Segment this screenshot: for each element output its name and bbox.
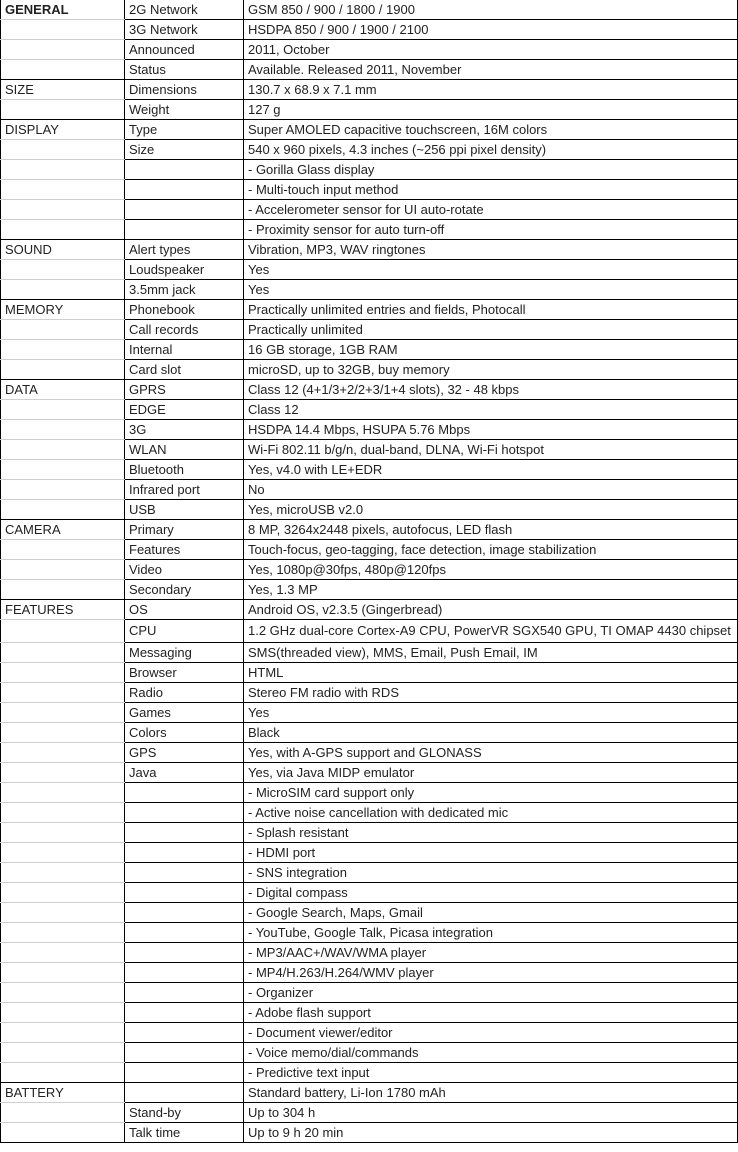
spec-row	[1, 1103, 738, 1123]
spec-row	[1, 843, 738, 863]
spec-row	[1, 300, 738, 320]
category-cell-empty	[1, 1123, 125, 1143]
spec-value: - MP4/H.263/H.264/WMV player	[244, 963, 738, 983]
spec-row	[1, 963, 738, 983]
spec-value: Yes	[244, 260, 738, 280]
spec-value: - YouTube, Google Talk, Picasa integration	[244, 923, 738, 943]
spec-row	[1, 1083, 738, 1103]
spec-label	[125, 783, 244, 803]
category-cell-empty	[1, 60, 125, 80]
spec-label: Secondary	[125, 580, 244, 600]
spec-label: Video	[125, 560, 244, 580]
spec-row	[1, 280, 738, 300]
spec-value: Stereo FM radio with RDS	[244, 683, 738, 703]
spec-row	[1, 1123, 738, 1143]
spec-row	[1, 220, 738, 240]
spec-value: - Adobe flash support	[244, 1003, 738, 1023]
spec-row	[1, 440, 738, 460]
spec-row	[1, 823, 738, 843]
spec-value: Yes, with A-GPS support and GLONASS	[244, 743, 738, 763]
category-cell-empty	[1, 420, 125, 440]
category-label: SIZE	[1, 80, 125, 100]
spec-label: CPU	[125, 620, 244, 643]
spec-value: - SNS integration	[244, 863, 738, 883]
spec-value: Yes, 1.3 MP	[244, 580, 738, 600]
spec-label	[125, 160, 244, 180]
spec-label: WLAN	[125, 440, 244, 460]
spec-label: GPRS	[125, 380, 244, 400]
spec-value: 1.2 GHz dual-core Cortex-A9 CPU, PowerVR SGX540 GPU, TI OMAP 4430 chipset	[244, 620, 738, 643]
spec-value: - MicroSIM card support only	[244, 783, 738, 803]
spec-row	[1, 783, 738, 803]
spec-row	[1, 803, 738, 823]
spec-row	[1, 120, 738, 140]
spec-value: Yes	[244, 703, 738, 723]
spec-label: 2G Network	[125, 0, 244, 20]
spec-label: 3G Network	[125, 20, 244, 40]
spec-value: GSM 850 / 900 / 1800 / 1900	[244, 0, 738, 20]
spec-row	[1, 500, 738, 520]
spec-label: Infrared port	[125, 480, 244, 500]
spec-row	[1, 320, 738, 340]
spec-value: microSD, up to 32GB, buy memory	[244, 360, 738, 380]
spec-label: Bluetooth	[125, 460, 244, 480]
spec-label	[125, 1043, 244, 1063]
spec-value: Yes, microUSB v2.0	[244, 500, 738, 520]
spec-label: Internal	[125, 340, 244, 360]
spec-label: Call records	[125, 320, 244, 340]
spec-row	[1, 560, 738, 580]
category-cell-empty	[1, 480, 125, 500]
category-cell-empty	[1, 1023, 125, 1043]
category-cell-empty	[1, 20, 125, 40]
category-cell-empty	[1, 743, 125, 763]
category-cell-empty	[1, 340, 125, 360]
spec-value: HSDPA 850 / 900 / 1900 / 2100	[244, 20, 738, 40]
spec-value: HTML	[244, 663, 738, 683]
spec-table-body	[1, 0, 738, 1143]
spec-value: - Voice memo/dial/commands	[244, 1043, 738, 1063]
category-label: FEATURES	[1, 600, 125, 620]
spec-row	[1, 943, 738, 963]
spec-row	[1, 0, 738, 20]
spec-label	[125, 200, 244, 220]
spec-row	[1, 160, 738, 180]
category-cell-empty	[1, 1003, 125, 1023]
spec-label: Radio	[125, 683, 244, 703]
spec-row	[1, 460, 738, 480]
category-cell-empty	[1, 1103, 125, 1123]
category-cell-empty	[1, 683, 125, 703]
category-cell-empty	[1, 400, 125, 420]
spec-label	[125, 823, 244, 843]
category-cell-empty	[1, 620, 125, 643]
category-cell-empty	[1, 643, 125, 663]
spec-label	[125, 983, 244, 1003]
spec-row	[1, 1003, 738, 1023]
spec-label: Announced	[125, 40, 244, 60]
category-cell-empty	[1, 943, 125, 963]
spec-value: Yes, v4.0 with LE+EDR	[244, 460, 738, 480]
category-cell-empty	[1, 983, 125, 1003]
spec-value: - Organizer	[244, 983, 738, 1003]
spec-row	[1, 360, 738, 380]
category-cell-empty	[1, 1043, 125, 1063]
spec-label	[125, 963, 244, 983]
category-cell-empty	[1, 40, 125, 60]
spec-row	[1, 983, 738, 1003]
spec-value: Super AMOLED capacitive touchscreen, 16M colors	[244, 120, 738, 140]
spec-label: Talk time	[125, 1123, 244, 1143]
spec-label: Card slot	[125, 360, 244, 380]
spec-value: Class 12 (4+1/3+2/2+3/1+4 slots), 32 - 48 kbps	[244, 380, 738, 400]
spec-value: - Active noise cancellation with dedicated mic	[244, 803, 738, 823]
category-cell-empty	[1, 963, 125, 983]
spec-label: USB	[125, 500, 244, 520]
spec-label: Stand-by	[125, 1103, 244, 1123]
spec-value: - Google Search, Maps, Gmail	[244, 903, 738, 923]
spec-label: Browser	[125, 663, 244, 683]
category-label: BATTERY	[1, 1083, 125, 1103]
spec-row	[1, 620, 738, 643]
category-cell-empty	[1, 320, 125, 340]
spec-label: EDGE	[125, 400, 244, 420]
spec-value: - Accelerometer sensor for UI auto-rotate	[244, 200, 738, 220]
spec-value: No	[244, 480, 738, 500]
spec-row	[1, 903, 738, 923]
category-cell-empty	[1, 1063, 125, 1083]
spec-label: Colors	[125, 723, 244, 743]
category-cell-empty	[1, 500, 125, 520]
spec-value: 16 GB storage, 1GB RAM	[244, 340, 738, 360]
spec-label: Messaging	[125, 643, 244, 663]
category-cell-empty	[1, 200, 125, 220]
spec-label	[125, 903, 244, 923]
category-cell-empty	[1, 160, 125, 180]
spec-value: Practically unlimited	[244, 320, 738, 340]
spec-value: Class 12	[244, 400, 738, 420]
spec-row	[1, 540, 738, 560]
spec-label	[125, 1023, 244, 1043]
spec-row	[1, 723, 738, 743]
spec-label: GPS	[125, 743, 244, 763]
spec-row	[1, 100, 738, 120]
spec-label: 3G	[125, 420, 244, 440]
spec-value: 540 x 960 pixels, 4.3 inches (~256 ppi pixel density)	[244, 140, 738, 160]
spec-label: Primary	[125, 520, 244, 540]
spec-row	[1, 480, 738, 500]
spec-row	[1, 380, 738, 400]
category-label: CAMERA	[1, 520, 125, 540]
spec-label	[125, 803, 244, 823]
spec-row	[1, 1023, 738, 1043]
spec-row	[1, 180, 738, 200]
spec-label: OS	[125, 600, 244, 620]
spec-row	[1, 743, 738, 763]
category-cell-empty	[1, 460, 125, 480]
spec-label	[125, 220, 244, 240]
category-cell-empty	[1, 703, 125, 723]
spec-row	[1, 683, 738, 703]
spec-label: Java	[125, 763, 244, 783]
category-cell-empty	[1, 440, 125, 460]
spec-label	[125, 1063, 244, 1083]
spec-row	[1, 763, 738, 783]
category-cell-empty	[1, 883, 125, 903]
spec-value: Touch-focus, geo-tagging, face detection, image stabilization	[244, 540, 738, 560]
category-cell-empty	[1, 843, 125, 863]
category-cell-empty	[1, 903, 125, 923]
category-label: MEMORY	[1, 300, 125, 320]
spec-row	[1, 60, 738, 80]
spec-row	[1, 863, 738, 883]
spec-value: - Proximity sensor for auto turn-off	[244, 220, 738, 240]
category-cell-empty	[1, 923, 125, 943]
category-cell-empty	[1, 540, 125, 560]
spec-row	[1, 340, 738, 360]
spec-row	[1, 20, 738, 40]
spec-value: Standard battery, Li-Ion 1780 mAh	[244, 1083, 738, 1103]
spec-row	[1, 1043, 738, 1063]
spec-label: Loudspeaker	[125, 260, 244, 280]
category-cell-empty	[1, 260, 125, 280]
spec-label	[125, 1083, 244, 1103]
spec-value: Practically unlimited entries and fields, Photocall	[244, 300, 738, 320]
category-cell-empty	[1, 360, 125, 380]
spec-row	[1, 643, 738, 663]
spec-value: Yes, via Java MIDP emulator	[244, 763, 738, 783]
category-cell-empty	[1, 220, 125, 240]
category-cell-empty	[1, 280, 125, 300]
category-cell-empty	[1, 180, 125, 200]
category-label: GENERAL	[1, 0, 125, 20]
spec-value: 130.7 x 68.9 x 7.1 mm	[244, 80, 738, 100]
spec-label: Type	[125, 120, 244, 140]
spec-label	[125, 180, 244, 200]
spec-value: Yes	[244, 280, 738, 300]
spec-value: Yes, 1080p@30fps, 480p@120fps	[244, 560, 738, 580]
spec-row	[1, 580, 738, 600]
spec-value: - Document viewer/editor	[244, 1023, 738, 1043]
category-cell-empty	[1, 863, 125, 883]
spec-row	[1, 703, 738, 723]
spec-label	[125, 843, 244, 863]
spec-value: Android OS, v2.3.5 (Gingerbread)	[244, 600, 738, 620]
spec-row	[1, 520, 738, 540]
spec-value: - Predictive text input	[244, 1063, 738, 1083]
spec-label: Features	[125, 540, 244, 560]
spec-row	[1, 80, 738, 100]
category-cell-empty	[1, 580, 125, 600]
spec-label	[125, 863, 244, 883]
spec-row	[1, 400, 738, 420]
spec-value: - MP3/AAC+/WAV/WMA player	[244, 943, 738, 963]
category-cell-empty	[1, 100, 125, 120]
spec-row	[1, 1063, 738, 1083]
category-cell-empty	[1, 723, 125, 743]
spec-row	[1, 420, 738, 440]
spec-label	[125, 883, 244, 903]
category-cell-empty	[1, 140, 125, 160]
category-label: DATA	[1, 380, 125, 400]
spec-row	[1, 600, 738, 620]
category-label: SOUND	[1, 240, 125, 260]
category-cell-empty	[1, 823, 125, 843]
category-cell-empty	[1, 783, 125, 803]
spec-value: SMS(threaded view), MMS, Email, Push Email, IM	[244, 643, 738, 663]
spec-value: 2011, October	[244, 40, 738, 60]
spec-value: 127 g	[244, 100, 738, 120]
spec-row	[1, 923, 738, 943]
spec-row	[1, 883, 738, 903]
spec-value: 8 MP, 3264x2448 pixels, autofocus, LED flash	[244, 520, 738, 540]
spec-label: Phonebook	[125, 300, 244, 320]
spec-value: Available. Released 2011, November	[244, 60, 738, 80]
spec-value: - HDMI port	[244, 843, 738, 863]
spec-label	[125, 943, 244, 963]
spec-label: Alert types	[125, 240, 244, 260]
category-label: DISPLAY	[1, 120, 125, 140]
spec-value: Black	[244, 723, 738, 743]
category-cell-empty	[1, 763, 125, 783]
spec-row	[1, 40, 738, 60]
spec-value: - Gorilla Glass display	[244, 160, 738, 180]
spec-label: Weight	[125, 100, 244, 120]
spec-label: Size	[125, 140, 244, 160]
spec-value: HSDPA 14.4 Mbps, HSUPA 5.76 Mbps	[244, 420, 738, 440]
spec-value: - Digital compass	[244, 883, 738, 903]
category-cell-empty	[1, 663, 125, 683]
spec-label: Dimensions	[125, 80, 244, 100]
spec-label	[125, 1003, 244, 1023]
spec-row	[1, 240, 738, 260]
spec-label: Games	[125, 703, 244, 723]
spec-row	[1, 200, 738, 220]
spec-label	[125, 923, 244, 943]
spec-value: - Multi-touch input method	[244, 180, 738, 200]
spec-row	[1, 663, 738, 683]
spec-row	[1, 260, 738, 280]
spec-value: Up to 304 h	[244, 1103, 738, 1123]
spec-value: Up to 9 h 20 min	[244, 1123, 738, 1143]
spec-label: 3.5mm jack	[125, 280, 244, 300]
category-cell-empty	[1, 803, 125, 823]
spec-row	[1, 140, 738, 160]
spec-value: Wi-Fi 802.11 b/g/n, dual-band, DLNA, Wi-Fi hotspot	[244, 440, 738, 460]
spec-label: Status	[125, 60, 244, 80]
spec-value: - Splash resistant	[244, 823, 738, 843]
category-cell-empty	[1, 560, 125, 580]
spec-value: Vibration, MP3, WAV ringtones	[244, 240, 738, 260]
